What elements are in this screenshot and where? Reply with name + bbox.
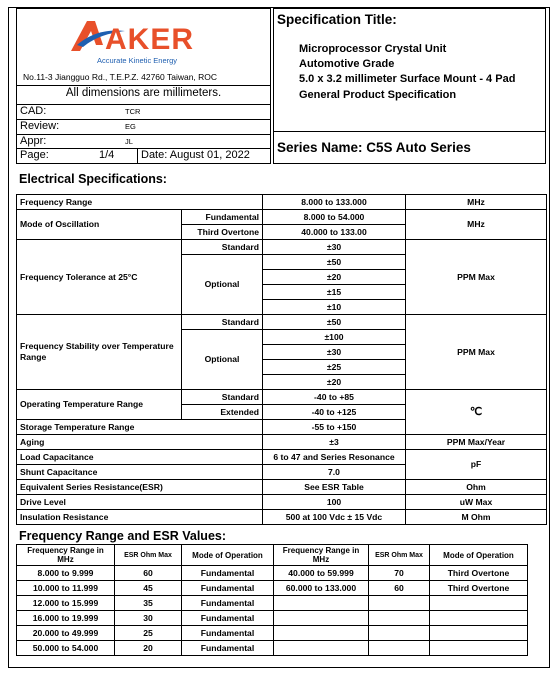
- review-label: Review:: [20, 120, 60, 132]
- spec-title-block: [273, 8, 546, 164]
- spec-title-line: General Product Specification: [299, 89, 457, 101]
- table-cell: Fundamental: [182, 641, 274, 656]
- table-cell: [430, 626, 528, 641]
- table-cell: [369, 596, 430, 611]
- column-header: Mode of Operation: [182, 545, 274, 566]
- row-label: Shunt Capacitance: [17, 465, 263, 480]
- appr-value: JL: [125, 137, 133, 146]
- table-cell: Third Overtone: [430, 566, 528, 581]
- spec-title-line: Microprocessor Crystal Unit: [299, 43, 447, 55]
- row-label: Drive Level: [17, 495, 263, 510]
- esr-table: [16, 544, 528, 656]
- table-row: [17, 596, 528, 611]
- row-value: ±50: [263, 255, 406, 270]
- table-cell: 8.000 to 9.999: [17, 566, 115, 581]
- row-unit: MHz: [406, 210, 547, 240]
- row-value: ±20: [263, 375, 406, 390]
- table-cell: Fundamental: [182, 566, 274, 581]
- table-cell: Fundamental: [182, 581, 274, 596]
- column-header: Frequency Range in MHz: [274, 545, 369, 566]
- row-unit: PPM Max: [406, 315, 547, 390]
- esr-table-body: [17, 566, 528, 656]
- table-row: [17, 210, 547, 225]
- table-cell: 70: [369, 566, 430, 581]
- row-value: 500 at 100 Vdc ± 15 Vdc: [263, 510, 406, 525]
- table-row: [17, 450, 547, 465]
- row-value: 6 to 47 and Series Resonance: [263, 450, 406, 465]
- table-cell: [430, 596, 528, 611]
- table-cell: 20.000 to 49.999: [17, 626, 115, 641]
- table-cell: 16.000 to 19.999: [17, 611, 115, 626]
- table-cell: [274, 626, 369, 641]
- row-value: 8.000 to 133.000: [263, 195, 406, 210]
- row-value: ±30: [263, 240, 406, 255]
- table-row: [17, 641, 528, 656]
- sub-label: Third Overtone: [182, 225, 263, 240]
- sub-label: Optional: [182, 255, 263, 315]
- spec-title-line: 5.0 x 3.2 millimeter Surface Mount - 4 Pad: [299, 73, 516, 85]
- logo-brand-text: AKER: [105, 23, 195, 56]
- row-value: ±100: [263, 330, 406, 345]
- column-header: ESR Ohm Max: [369, 545, 430, 566]
- row-label: Mode of Oscillation: [17, 210, 182, 240]
- divider: [17, 104, 270, 105]
- row-value: ±30: [263, 345, 406, 360]
- table-cell: 60: [369, 581, 430, 596]
- table-row: [17, 195, 547, 210]
- cad-label: CAD:: [20, 105, 47, 117]
- spec-title-label: Specification Title:: [277, 12, 397, 27]
- company-logo: [67, 15, 217, 67]
- table-cell: [430, 641, 528, 656]
- row-unit: M Ohm: [406, 510, 547, 525]
- table-cell: Fundamental: [182, 626, 274, 641]
- column-header: ESR Ohm Max: [115, 545, 182, 566]
- table-cell: 25: [115, 626, 182, 641]
- sub-label: Standard: [182, 240, 263, 255]
- table-row: [17, 626, 528, 641]
- sub-label: Extended: [182, 405, 263, 420]
- row-value: ±10: [263, 300, 406, 315]
- row-value: 100: [263, 495, 406, 510]
- row-label: Insulation Resistance: [17, 510, 263, 525]
- row-value: ±50: [263, 315, 406, 330]
- row-label: Frequency Stability over Temperature Range: [17, 315, 182, 390]
- appr-label: Appr:: [20, 135, 47, 147]
- row-value: ±15: [263, 285, 406, 300]
- table-row: [17, 315, 547, 330]
- row-label: Frequency Tolerance at 25°C: [17, 240, 182, 315]
- table-cell: [430, 611, 528, 626]
- divider: [17, 134, 270, 135]
- row-label: Frequency Range: [17, 195, 263, 210]
- row-value: See ESR Table: [263, 480, 406, 495]
- table-row: [17, 435, 547, 450]
- table-cell: [369, 641, 430, 656]
- table-cell: 35: [115, 596, 182, 611]
- row-label: Load Capacitance: [17, 450, 263, 465]
- row-value: ±20: [263, 270, 406, 285]
- cad-value: TCR: [125, 107, 141, 116]
- table-cell: [274, 596, 369, 611]
- sub-label: Optional: [182, 330, 263, 390]
- table-row: [17, 510, 547, 525]
- sub-label: Fundamental: [182, 210, 263, 225]
- row-label: Storage Temperature Range: [17, 420, 263, 435]
- divider: [274, 131, 545, 132]
- table-row: [17, 566, 528, 581]
- dimensions-note: All dimensions are millimeters.: [65, 87, 222, 99]
- electrical-heading: Electrical Specifications:: [19, 172, 167, 186]
- series-name: Series Name: C5S Auto Series: [277, 140, 471, 155]
- table-row: [17, 240, 547, 255]
- company-header: [16, 8, 271, 164]
- row-unit: PPM Max: [406, 240, 547, 315]
- spec-title-line: Automotive Grade: [299, 58, 395, 70]
- row-unit: Ohm: [406, 480, 547, 495]
- row-label: Aging: [17, 435, 263, 450]
- sub-label: Standard: [182, 315, 263, 330]
- table-cell: Third Overtone: [430, 581, 528, 596]
- logo-tagline: Accurate Kinetic Energy: [97, 56, 178, 65]
- table-row: [17, 611, 528, 626]
- table-cell: 12.000 to 15.999: [17, 596, 115, 611]
- row-value: 8.000 to 54.000: [263, 210, 406, 225]
- table-cell: 20: [115, 641, 182, 656]
- row-unit: ℃: [406, 390, 547, 435]
- page-label: Page:: [20, 149, 49, 161]
- table-cell: [369, 626, 430, 641]
- row-unit: PPM Max/Year: [406, 435, 547, 450]
- table-cell: 60: [115, 566, 182, 581]
- row-value: ±25: [263, 360, 406, 375]
- row-value: 40.000 to 133.00: [263, 225, 406, 240]
- table-cell: Fundamental: [182, 611, 274, 626]
- company-address: No.11-3 Jiangguo Rd., T.E.P.Z. 42760 Taiwan, ROC: [23, 72, 218, 82]
- row-label: Equivalent Series Resistance(ESR): [17, 480, 263, 495]
- table-cell: 30: [115, 611, 182, 626]
- column-header: Mode of Operation: [430, 545, 528, 566]
- table-row: [17, 390, 547, 405]
- spec-date: Date: August 01, 2022: [141, 149, 250, 161]
- row-unit: MHz: [406, 195, 547, 210]
- table-cell: 60.000 to 133.000: [274, 581, 369, 596]
- electrical-spec-table: [16, 194, 547, 525]
- row-value: -40 to +85: [263, 390, 406, 405]
- table-cell: 40.000 to 59.999: [274, 566, 369, 581]
- esr-header-row: [17, 545, 528, 566]
- row-value: -40 to +125: [263, 405, 406, 420]
- table-cell: [274, 611, 369, 626]
- table-cell: 10.000 to 11.999: [17, 581, 115, 596]
- review-value: EG: [125, 122, 136, 131]
- row-value: 7.0: [263, 465, 406, 480]
- sub-label: Standard: [182, 390, 263, 405]
- table-cell: [369, 611, 430, 626]
- divider: [17, 85, 270, 86]
- column-header: Frequency Range in MHz: [17, 545, 115, 566]
- divider: [137, 148, 138, 164]
- table-cell: 45: [115, 581, 182, 596]
- esr-heading: Frequency Range and ESR Values:: [19, 529, 227, 543]
- table-row: [17, 581, 528, 596]
- row-value: ±3: [263, 435, 406, 450]
- row-unit: uW Max: [406, 495, 547, 510]
- table-cell: [274, 641, 369, 656]
- table-row: [17, 495, 547, 510]
- page-value: 1/4: [99, 149, 115, 161]
- row-value: -55 to +150: [263, 420, 406, 435]
- table-cell: 50.000 to 54.000: [17, 641, 115, 656]
- row-label: Operating Temperature Range: [17, 390, 182, 420]
- row-unit: pF: [406, 450, 547, 480]
- table-cell: Fundamental: [182, 596, 274, 611]
- table-row: [17, 480, 547, 495]
